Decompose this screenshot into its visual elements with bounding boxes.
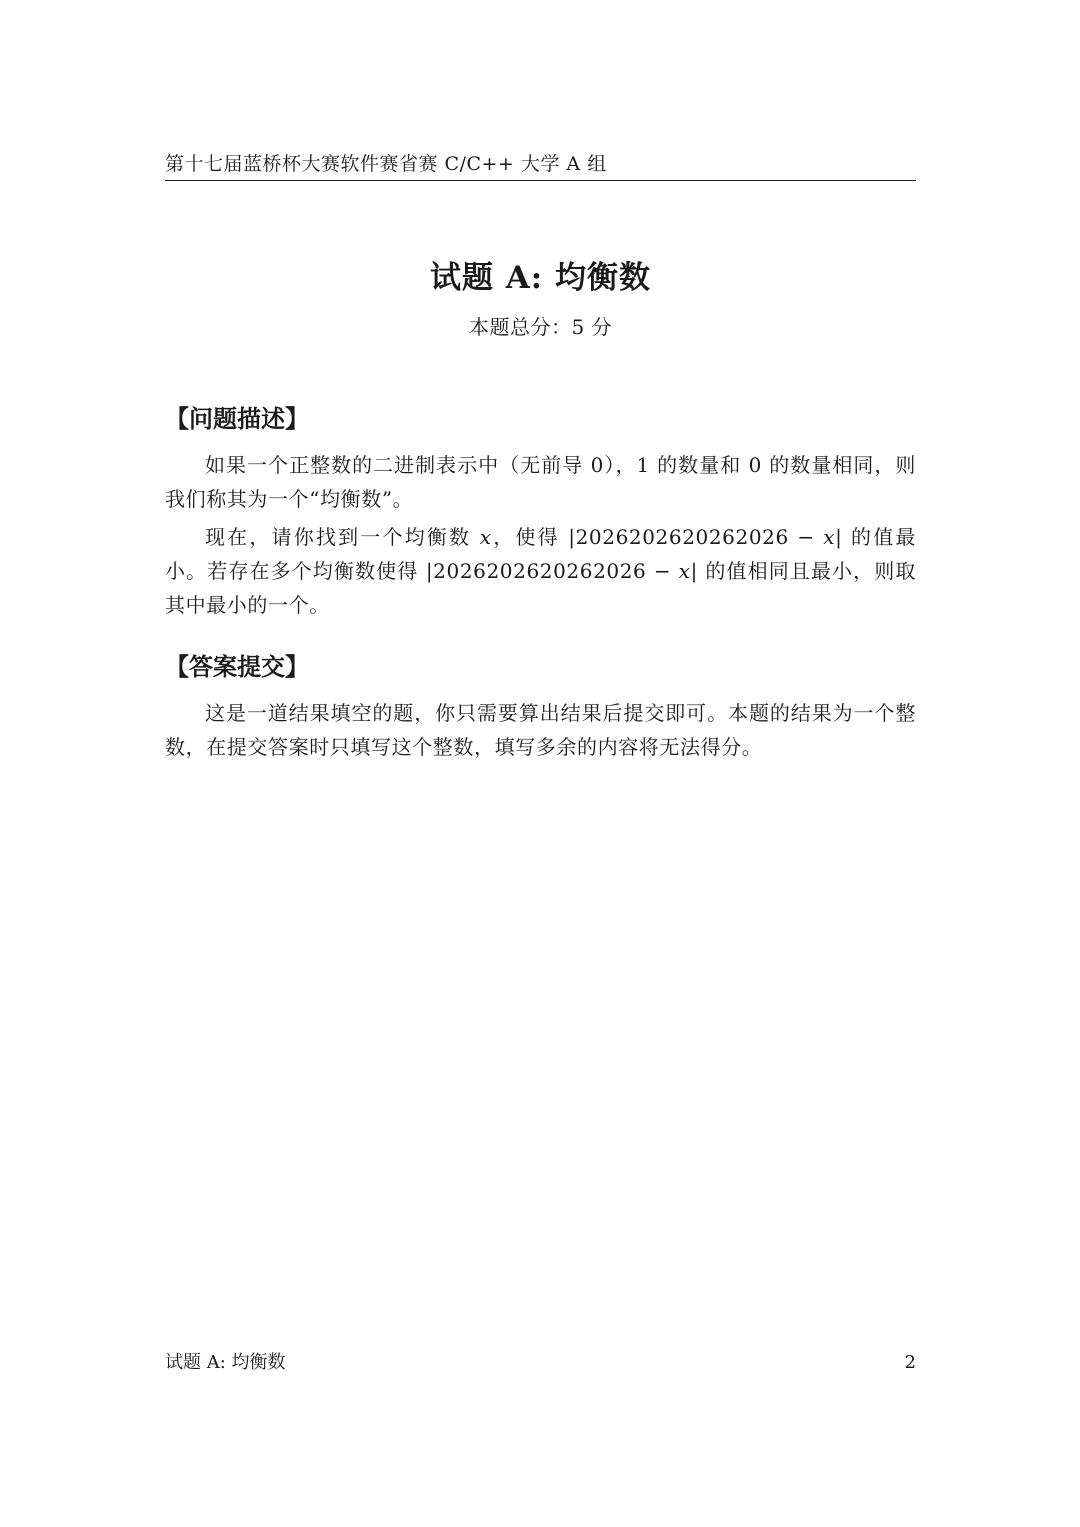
description-heading: 【问题描述】 [165,405,309,433]
answer-paragraph: 这是一道结果填空的题，你只需要算出结果后提交即可。本题的结果为一个整数，在提交答案时只填写这个整数，填写多余的内容将无法得分。 [165,701,916,759]
header-rule [165,180,916,181]
math-variable: x [479,525,492,549]
problem-score: 本题总分：5 分 [468,315,613,339]
description-paragraph-1: 如果一个正整数的二进制表示中（无前导 0），1 的数量和 0 的数量相同，则我们称其为一个“均衡数”。 [165,453,916,511]
answer-heading: 【答案提交】 [165,653,309,681]
page-number: 2 [904,1352,916,1373]
math-variable: x [678,559,691,583]
description-paragraph-2 [165,520,916,622]
text-segment: ，使得 |2026202620262026 − [491,525,824,549]
problem-title: 试题 A: 均衡数 [429,260,652,296]
text-segment: 现在，请你找到一个均衡数 [205,525,480,549]
footer-title: 试题 A: 均衡数 [165,1352,286,1373]
text-segment: | 的值最小。若存在多个均衡数使得 |2026202620262026 − [165,525,916,583]
text-segment: | 的值相同且最小，则取其中最小的一个。 [165,559,916,617]
running-header: 第十七届蓝桥杯大赛软件赛省赛 C/C++ 大学 A 组 [165,153,607,175]
math-variable: x [823,525,836,549]
